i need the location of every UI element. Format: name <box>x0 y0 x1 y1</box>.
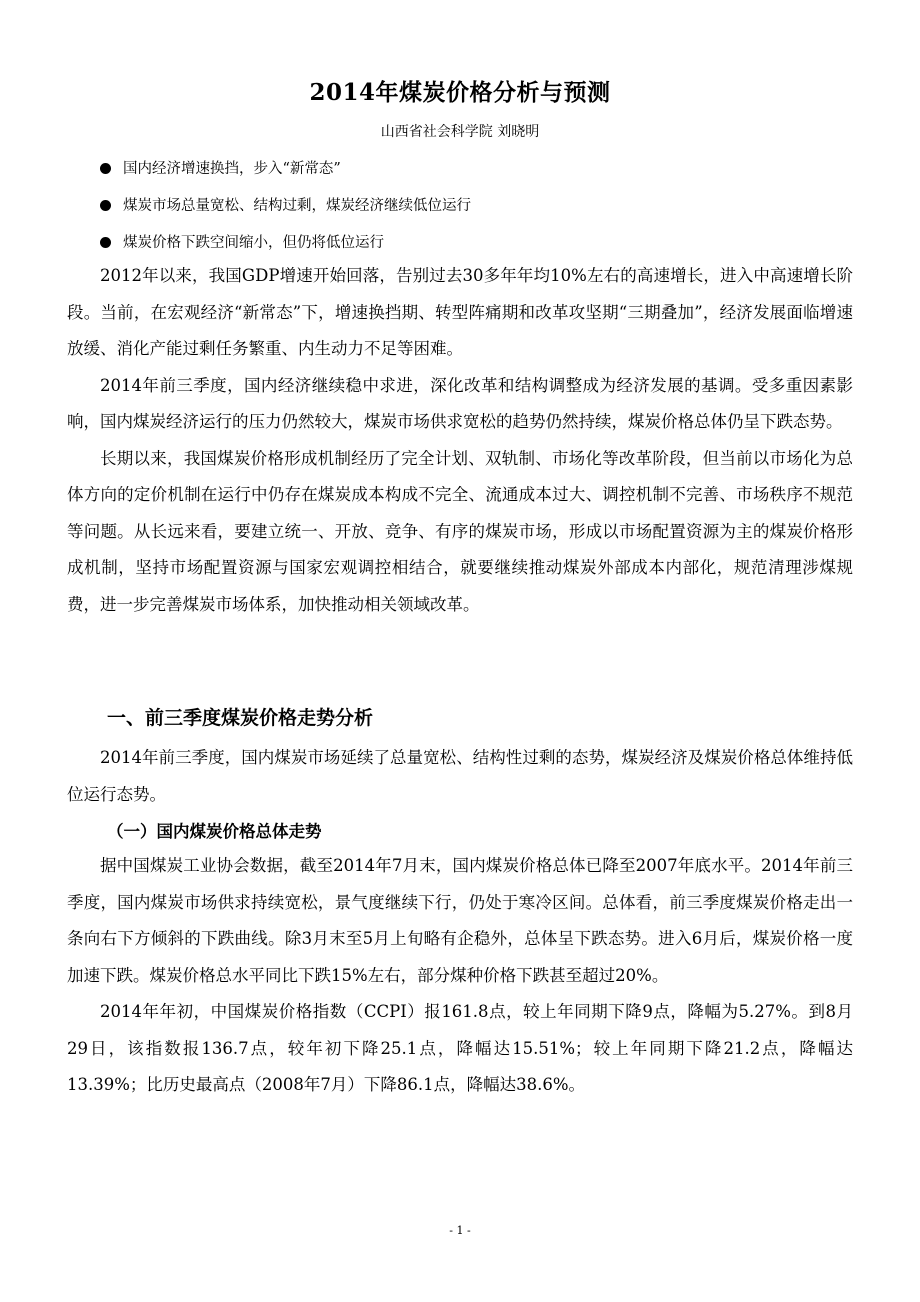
bullet-icon <box>100 163 111 174</box>
document-title: 2014年煤炭价格分析与预测 <box>309 79 611 106</box>
bullet-icon <box>100 200 111 211</box>
section-heading: 一、前三季度煤炭价格走势分析 <box>107 707 374 729</box>
paragraph: 2014年年初，中国煤炭价格指数（CCPI）报161.8点，较上年同期下降9点，降幅为5.27%。到8月29日，该指数报136.7点，较年初下降25.1点，降幅达15.51%；较上年同期下降21.2点，降幅达13.39%；比历史最高点（2008年7月）下降86.1点，降幅达38.6%。 <box>67 1002 853 1094</box>
key-point-text: 国内经济增速换挡，步入“新常态” <box>123 160 341 177</box>
section-intro <box>67 740 853 813</box>
key-point-item <box>100 150 860 187</box>
subsection-heading: （一）国内煤炭价格总体走势 <box>107 822 322 841</box>
bullet-icon <box>100 237 111 248</box>
key-point-text: 煤炭价格下跌空间缩小，但仍将低位运行 <box>123 234 384 251</box>
key-point-item <box>100 187 860 224</box>
paragraph: 2012年以来，我国GDP增速开始回落，告别过去30多年年均10%左右的高速增长，进入中高速增长阶段。当前，在宏观经济“新常态”下，增速换挡期、转型阵痛期和改革攻坚期“三期叠加”，经济发展面临增速放缓、消化产能过剩任务繁重、内生动力不足等困难。 <box>67 266 853 358</box>
key-point-item <box>100 224 860 261</box>
intro-section <box>67 258 853 623</box>
paragraph: 长期以来，我国煤炭价格形成机制经历了完全计划、双轨制、市场化等改革阶段，但当前以市场化为总体方向的定价机制在运行中仍存在煤炭成本构成不完全、流通成本过大、调控机制不完善、市场秩序不规范等问题。从长远来看，要建立统一、开放、竞争、有序的煤炭市场，形成以市场配置资源为主的煤炭价格形成机制，坚持市场配置资源与国家宏观调控相结合，就要继续推动煤炭外部成本内部化，规范清理涉煤规费，进一步完善煤炭市场体系，加快推动相关领域改革。 <box>67 448 853 614</box>
key-point-text: 煤炭市场总量宽松、结构过剩，煤炭经济继续低位运行 <box>123 197 471 214</box>
paragraph: 2014年前三季度，国内煤炭市场延续了总量宽松、结构性过剩的态势，煤炭经济及煤炭价格总体维持低位运行态势。 <box>67 748 853 804</box>
subsection-body <box>67 848 853 1104</box>
author-line: 山西省社会科学院 刘晓明 <box>380 124 540 140</box>
paragraph: 据中国煤炭工业协会数据，截至2014年7月末，国内煤炭价格总体已降至2007年底水平。2014年前三季度，国内煤炭市场供求持续宽松，景气度继续下行，仍处于寒冷区间。总体看，前三季度煤炭价格走出一条向右下方倾斜的下跌曲线。除3月末至5月上旬略有企稳外，总体呈下跌态势。进入6月后，煤炭价格一度加速下跌。煤炭价格总水平同比下跌15%左右，部分煤种价格下跌甚至超过20%。 <box>67 856 853 985</box>
key-points-list <box>100 150 860 261</box>
page-number: - 1 - <box>449 1224 471 1237</box>
paragraph: 2014年前三季度，国内经济继续稳中求进，深化改革和结构调整成为经济发展的基调。受多重因素影响，国内煤炭经济运行的压力仍然较大，煤炭市场供求宽松的趋势仍然持续，煤炭价格总体仍呈下跌态势。 <box>67 375 853 431</box>
